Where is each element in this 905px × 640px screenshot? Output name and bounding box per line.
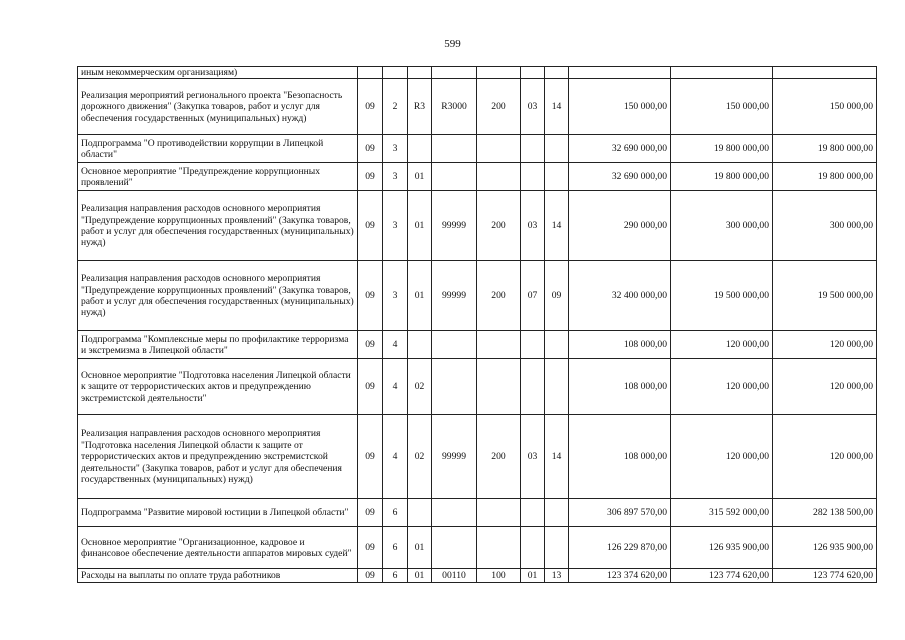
code-cell: 03 bbox=[521, 415, 545, 499]
table-row bbox=[78, 163, 877, 191]
table-row bbox=[78, 191, 877, 261]
sum-cell: 19 800 000,00 bbox=[671, 163, 773, 191]
sum-cell bbox=[773, 67, 877, 79]
code-cell bbox=[477, 163, 521, 191]
sum-cell: 315 592 000,00 bbox=[671, 499, 773, 527]
code-cell: 3 bbox=[383, 191, 408, 261]
sum-cell: 282 138 500,00 bbox=[773, 499, 877, 527]
sum-cell: 32 400 000,00 bbox=[569, 261, 671, 331]
sum-cell: 306 897 570,00 bbox=[569, 499, 671, 527]
code-cell: 01 bbox=[408, 527, 432, 569]
code-cell bbox=[545, 163, 569, 191]
code-cell: 09 bbox=[358, 191, 383, 261]
code-cell: 03 bbox=[521, 79, 545, 135]
code-cell: 13 bbox=[545, 569, 569, 583]
table-row bbox=[78, 79, 877, 135]
code-cell bbox=[432, 331, 477, 359]
code-cell bbox=[521, 499, 545, 527]
code-cell bbox=[545, 527, 569, 569]
code-cell bbox=[521, 359, 545, 415]
sum-cell: 300 000,00 bbox=[773, 191, 877, 261]
sum-cell: 19 800 000,00 bbox=[773, 135, 877, 163]
code-cell bbox=[477, 499, 521, 527]
row-name-cell: иным некоммерческим организациям) bbox=[78, 67, 358, 79]
code-cell: 09 bbox=[358, 569, 383, 583]
code-cell bbox=[383, 67, 408, 79]
code-cell: 09 bbox=[358, 331, 383, 359]
code-cell: 09 bbox=[358, 135, 383, 163]
code-cell bbox=[477, 135, 521, 163]
sum-cell: 123 374 620,00 bbox=[569, 569, 671, 583]
sum-cell: 126 935 900,00 bbox=[671, 527, 773, 569]
code-cell: 2 bbox=[383, 79, 408, 135]
sum-cell: 290 000,00 bbox=[569, 191, 671, 261]
code-cell bbox=[432, 163, 477, 191]
sum-cell: 32 690 000,00 bbox=[569, 163, 671, 191]
code-cell bbox=[358, 67, 383, 79]
code-cell: 00110 bbox=[432, 569, 477, 583]
row-name-cell: Подпрограмма "Комплексные меры по профилактике терроризма и экстремизма в Липецкой области" bbox=[78, 331, 358, 359]
code-cell: 03 bbox=[521, 191, 545, 261]
budget-table bbox=[77, 66, 877, 583]
row-name-cell: Реализация направления расходов основного мероприятия "Предупреждение коррупционных проявлений" (Закупка товаров, работ и услуг для обеспечения государственных (муниципальных) нужд) bbox=[78, 191, 358, 261]
row-name-cell: Реализация направления расходов основного мероприятия "Предупреждение коррупционных проявлений" (Закупка товаров, работ и услуг для обеспечения государственных (муниципальных) нужд) bbox=[78, 261, 358, 331]
code-cell: 6 bbox=[383, 569, 408, 583]
sum-cell: 120 000,00 bbox=[671, 359, 773, 415]
table-row bbox=[78, 499, 877, 527]
code-cell: 09 bbox=[358, 79, 383, 135]
code-cell: 02 bbox=[408, 359, 432, 415]
table-row bbox=[78, 359, 877, 415]
code-cell: 09 bbox=[358, 261, 383, 331]
code-cell: 200 bbox=[477, 191, 521, 261]
code-cell: 3 bbox=[383, 261, 408, 331]
table-row bbox=[78, 67, 877, 79]
code-cell: R3 bbox=[408, 79, 432, 135]
sum-cell: 150 000,00 bbox=[773, 79, 877, 135]
code-cell: 01 bbox=[408, 261, 432, 331]
code-cell bbox=[521, 331, 545, 359]
code-cell bbox=[545, 359, 569, 415]
code-cell: 07 bbox=[521, 261, 545, 331]
sum-cell: 19 500 000,00 bbox=[773, 261, 877, 331]
code-cell: 200 bbox=[477, 415, 521, 499]
sum-cell: 300 000,00 bbox=[671, 191, 773, 261]
sum-cell: 120 000,00 bbox=[773, 415, 877, 499]
code-cell: 01 bbox=[408, 191, 432, 261]
code-cell: 01 bbox=[408, 163, 432, 191]
code-cell bbox=[521, 67, 545, 79]
sum-cell: 19 800 000,00 bbox=[773, 163, 877, 191]
page-number: 599 bbox=[444, 38, 461, 50]
sum-cell: 150 000,00 bbox=[569, 79, 671, 135]
code-cell: 01 bbox=[521, 569, 545, 583]
table-row bbox=[78, 331, 877, 359]
sum-cell: 108 000,00 bbox=[569, 415, 671, 499]
code-cell: 4 bbox=[383, 331, 408, 359]
code-cell: 6 bbox=[383, 499, 408, 527]
row-name-cell: Реализация мероприятий регионального проекта "Безопасность дорожного движения" (Закупка товаров, работ и услуг для обеспечения государственных (муниципальных) нужд) bbox=[78, 79, 358, 135]
code-cell bbox=[408, 331, 432, 359]
sum-cell: 150 000,00 bbox=[671, 79, 773, 135]
code-cell bbox=[408, 135, 432, 163]
code-cell: 14 bbox=[545, 79, 569, 135]
row-name-cell: Реализация направления расходов основного мероприятия "Подготовка населения Липецкой области к защите от террористических актов и предупреждению экстремистской деятельности" (Закупка товаров, работ и услуг для обеспечения государственных (муниципальных) нужд) bbox=[78, 415, 358, 499]
code-cell bbox=[432, 527, 477, 569]
code-cell bbox=[432, 135, 477, 163]
sum-cell bbox=[569, 67, 671, 79]
code-cell bbox=[432, 499, 477, 527]
code-cell bbox=[477, 359, 521, 415]
sum-cell bbox=[671, 67, 773, 79]
table-row bbox=[78, 415, 877, 499]
sum-cell: 126 229 870,00 bbox=[569, 527, 671, 569]
code-cell: 99999 bbox=[432, 415, 477, 499]
table-row bbox=[78, 527, 877, 569]
sum-cell: 19 800 000,00 bbox=[671, 135, 773, 163]
code-cell bbox=[432, 359, 477, 415]
code-cell: 01 bbox=[408, 569, 432, 583]
code-cell bbox=[432, 67, 477, 79]
code-cell: 09 bbox=[358, 499, 383, 527]
row-name-cell: Подпрограмма "Развитие мировой юстиции в Липецкой области" bbox=[78, 499, 358, 527]
code-cell: 99999 bbox=[432, 191, 477, 261]
table-row bbox=[78, 135, 877, 163]
code-cell: 3 bbox=[383, 135, 408, 163]
code-cell: 99999 bbox=[432, 261, 477, 331]
sum-cell: 108 000,00 bbox=[569, 331, 671, 359]
code-cell: 09 bbox=[358, 527, 383, 569]
code-cell: 14 bbox=[545, 191, 569, 261]
code-cell: 200 bbox=[477, 79, 521, 135]
code-cell bbox=[545, 135, 569, 163]
code-cell: 6 bbox=[383, 527, 408, 569]
sum-cell: 120 000,00 bbox=[671, 415, 773, 499]
code-cell bbox=[408, 67, 432, 79]
table-row bbox=[78, 569, 877, 583]
code-cell: 4 bbox=[383, 359, 408, 415]
code-cell bbox=[521, 135, 545, 163]
code-cell: R3000 bbox=[432, 79, 477, 135]
table-row bbox=[78, 261, 877, 331]
code-cell: 4 bbox=[383, 415, 408, 499]
row-name-cell: Расходы на выплаты по оплате труда работников bbox=[78, 569, 358, 583]
sum-cell: 120 000,00 bbox=[773, 359, 877, 415]
sum-cell: 120 000,00 bbox=[671, 331, 773, 359]
code-cell bbox=[521, 527, 545, 569]
row-name-cell: Основное мероприятие "Организационное, кадровое и финансовое обеспечение деятельности аппаратов мировых судей" bbox=[78, 527, 358, 569]
code-cell: 14 bbox=[545, 415, 569, 499]
code-cell: 100 bbox=[477, 569, 521, 583]
sum-cell: 32 690 000,00 bbox=[569, 135, 671, 163]
code-cell bbox=[545, 499, 569, 527]
code-cell: 02 bbox=[408, 415, 432, 499]
sum-cell: 120 000,00 bbox=[773, 331, 877, 359]
code-cell: 09 bbox=[358, 163, 383, 191]
code-cell bbox=[408, 499, 432, 527]
sum-cell: 123 774 620,00 bbox=[671, 569, 773, 583]
code-cell: 09 bbox=[358, 415, 383, 499]
code-cell: 200 bbox=[477, 261, 521, 331]
sum-cell: 126 935 900,00 bbox=[773, 527, 877, 569]
code-cell bbox=[521, 163, 545, 191]
row-name-cell: Основное мероприятие "Предупреждение коррупционных проявлений" bbox=[78, 163, 358, 191]
code-cell bbox=[477, 331, 521, 359]
code-cell bbox=[545, 331, 569, 359]
code-cell: 3 bbox=[383, 163, 408, 191]
sum-cell: 123 774 620,00 bbox=[773, 569, 877, 583]
code-cell bbox=[477, 67, 521, 79]
code-cell bbox=[477, 527, 521, 569]
sum-cell: 108 000,00 bbox=[569, 359, 671, 415]
code-cell: 09 bbox=[545, 261, 569, 331]
row-name-cell: Подпрограмма "О противодействии коррупции в Липецкой области" bbox=[78, 135, 358, 163]
code-cell bbox=[545, 67, 569, 79]
sum-cell: 19 500 000,00 bbox=[671, 261, 773, 331]
row-name-cell: Основное мероприятие "Подготовка населения Липецкой области к защите от террористических актов и предупреждению экстремистской деятельности" bbox=[78, 359, 358, 415]
code-cell: 09 bbox=[358, 359, 383, 415]
